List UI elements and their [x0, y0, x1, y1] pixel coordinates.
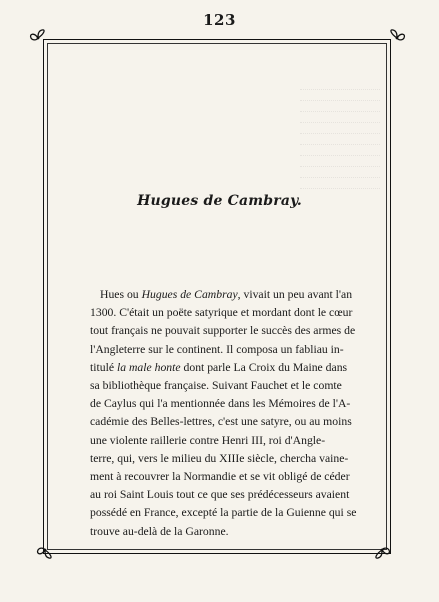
page-number: 123 [203, 11, 236, 29]
fleuron-ornament-icon [372, 540, 392, 560]
text-line [90, 377, 360, 395]
body-paragraph [90, 286, 360, 541]
text-line [90, 304, 360, 322]
show-through-texture [300, 80, 380, 190]
text-line [90, 486, 360, 504]
text-run: trouve au-delà de la Garonne. [90, 524, 229, 538]
text-run: dont parle La Croix du Maine dans [180, 360, 348, 374]
text-run: 1300. C'était un poëte satyrique et mordant dont le cœur [90, 306, 353, 320]
text-line [90, 359, 360, 377]
text-line [90, 450, 360, 468]
text-line [90, 286, 360, 304]
text-run: une violente raillerie contre Henri III, roi d'Angle- [90, 433, 326, 447]
text-run: terre, qui, vers le milieu du XIIIe siècle, chercha vaine- [90, 451, 349, 465]
text-run: de Caylus qui l'a mentionnée dans les Mémoires de l'A- [90, 397, 351, 411]
text-line [90, 523, 360, 541]
text-line [90, 395, 360, 413]
italic-run: la male honte [116, 360, 181, 374]
chapter-title: Hugues de Cambray. [137, 193, 302, 209]
text-run: sa bibliothèque française. Suivant Fauchet et le comte [90, 379, 342, 393]
text-line [90, 341, 360, 359]
text-run: cadémie des Belles-lettres, c'est une satyre, ou au moins [90, 415, 352, 429]
fleuron-ornament-icon [35, 540, 55, 560]
text-line [90, 413, 360, 431]
text-run: au roi Saint Louis tout ce que ses prédécesseurs avaient [90, 488, 350, 502]
text-run: ment à recouvrer la Normandie et se vit obligé de céder [90, 470, 350, 484]
text-line [90, 322, 360, 340]
text-run: titulé [90, 360, 117, 374]
text-line [90, 504, 360, 522]
text-run: l'Angleterre sur le continent. Il composa un fabliau in- [90, 342, 344, 356]
fleuron-ornament-icon [387, 28, 407, 48]
text-line [90, 432, 360, 450]
text-run: possédé en France, excepté la partie de la Guienne qui se [90, 506, 357, 520]
text-run: tout français ne pouvait supporter le succès des armes de [90, 324, 356, 338]
text-run: , vivait un peu avant l'an [237, 288, 353, 301]
text-line [90, 468, 360, 486]
italic-run: Hugues de Cambray [141, 288, 238, 301]
fleuron-ornament-icon [28, 28, 48, 48]
text-run: Hues ou [100, 288, 142, 301]
